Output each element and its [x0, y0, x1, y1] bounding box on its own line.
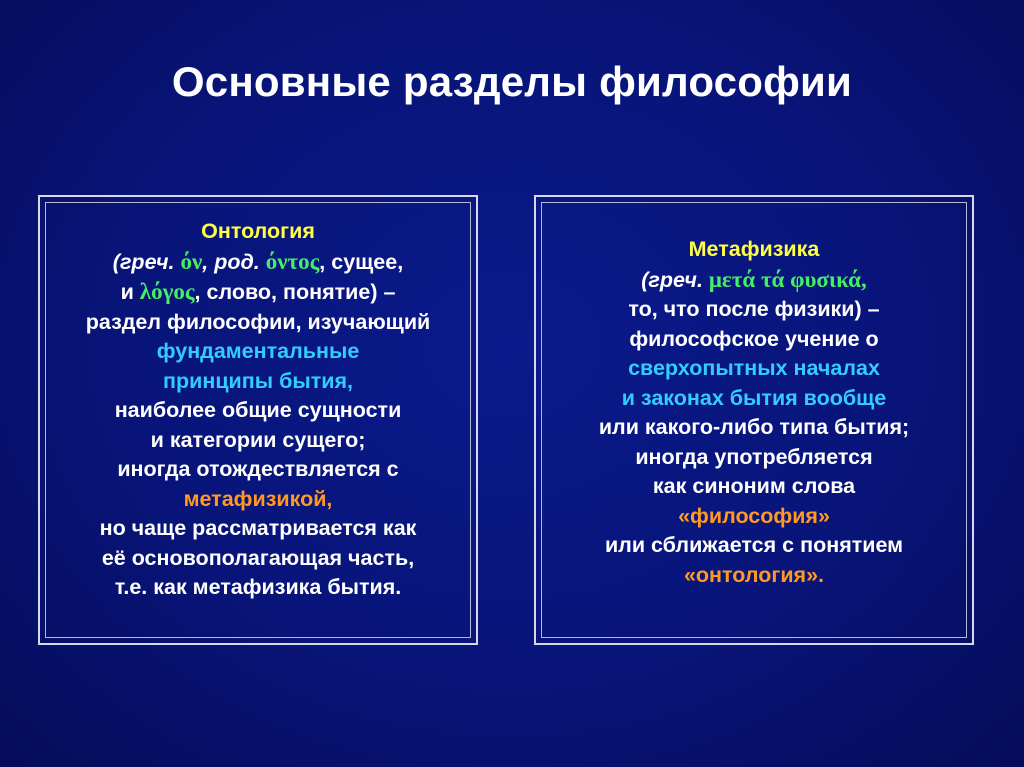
ontology-content — [48, 217, 468, 603]
ontology-line-12: т.е. как метафизика бытия. — [114, 575, 402, 599]
ontology-line-2 — [48, 277, 468, 308]
ontology-l1-post: , сущее, — [319, 249, 404, 274]
metaphysics-line-10: или сближается с понятием — [604, 533, 904, 557]
slide-title: Основные разделы философии — [171, 58, 853, 105]
metaphysics-line-6: или какого-либо типа бытия; — [598, 415, 910, 439]
metaphysics-line-7: иногда употребляется — [635, 444, 873, 469]
ontology-line-5: принципы бытия, — [163, 368, 353, 393]
metaphysics-l1-pre: (греч. — [641, 267, 709, 292]
ontology-line-9: метафизикой, — [183, 486, 333, 511]
ontology-line-1 — [48, 247, 468, 278]
ontology-l1-pre: (греч. — [112, 249, 181, 274]
ontology-line-3: раздел философии, изучающий — [85, 309, 431, 334]
ontology-l2-pre: и — [120, 280, 140, 304]
metaphysics-panel — [534, 195, 974, 645]
ontology-line-8: иногда отождествляется с — [117, 457, 399, 481]
ontology-greek-on: όν — [180, 248, 203, 274]
metaphysics-line-1 — [544, 265, 964, 296]
ontology-greek-logos: λόγος — [139, 279, 195, 304]
metaphysics-line-9: «философия» — [678, 503, 830, 528]
metaphysics-line-11: «онтология». — [683, 562, 825, 587]
metaphysics-greek-term: μετά τά φυσικά — [708, 266, 862, 292]
ontology-line-6: наиболее общие сущности — [114, 398, 402, 422]
ontology-line-4: фундаментальные — [156, 339, 360, 363]
ontology-line-7: и категории сущего; — [150, 427, 366, 452]
ontology-panel — [38, 195, 478, 645]
metaphysics-line-5: и законах бытия вообще — [621, 385, 887, 410]
ontology-line-10: но чаще рассматривается как — [99, 516, 417, 540]
metaphysics-l1-post: , — [861, 266, 867, 292]
metaphysics-heading: Метафизика — [688, 237, 820, 261]
ontology-heading: Онтология — [201, 219, 315, 243]
ontology-greek-ontos: όντος — [265, 248, 320, 274]
ontology-l1-mid: , род. — [202, 249, 266, 274]
metaphysics-line-8: как синоним слова — [652, 474, 856, 498]
ontology-line-11: её основополагающая часть, — [101, 545, 415, 570]
metaphysics-line-3: философское учение о — [629, 326, 879, 351]
metaphysics-line-4: сверхопытных началах — [628, 356, 880, 380]
metaphysics-content — [544, 235, 964, 590]
metaphysics-line-2: то, что после физики) – — [628, 297, 880, 321]
ontology-l2-post: , слово, понятие) – — [194, 280, 396, 304]
